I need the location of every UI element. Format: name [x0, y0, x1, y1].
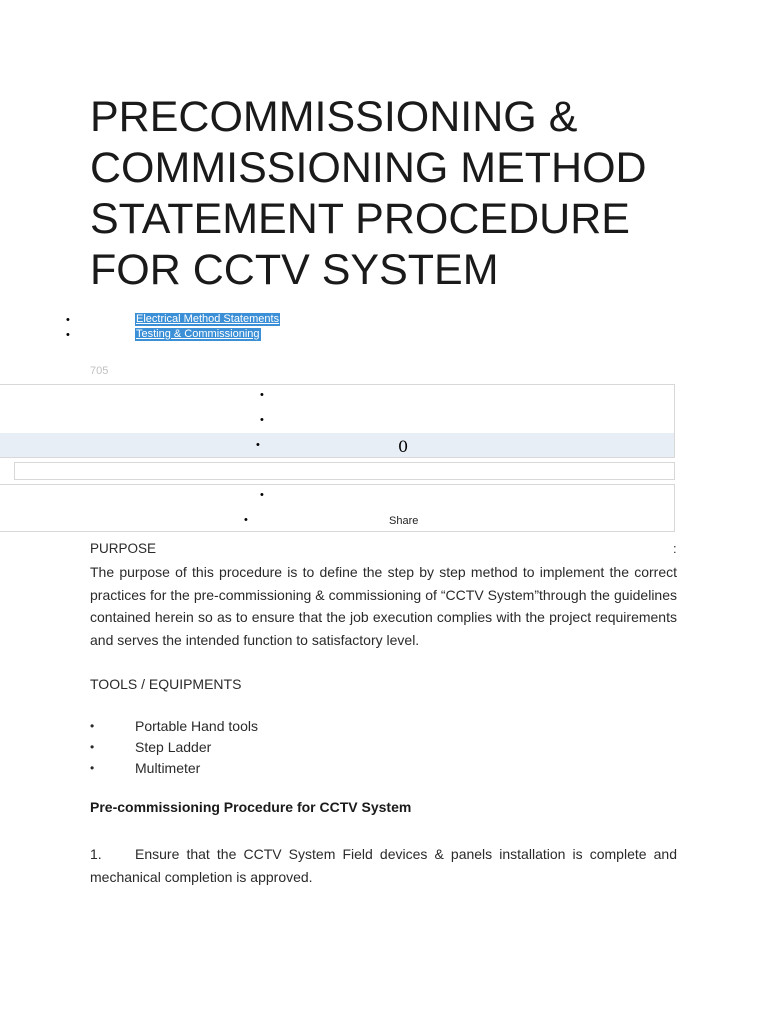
purpose-colon: :: [673, 541, 677, 556]
procedure-step: [90, 843, 677, 888]
category-link-testing-commissioning[interactable]: Testing & Commissioning: [136, 328, 260, 340]
comment-count[interactable]: 0: [398, 437, 409, 456]
step-number: 1.: [90, 846, 102, 862]
category-item: [0, 313, 400, 328]
tool-label: Portable Hand tools: [135, 718, 258, 734]
category-item: [0, 328, 400, 343]
article-title: PRECOMMISSIONING & COMMISSIONING METHOD STATEMENT PROCEDURE FOR CCTV SYSTEM: [90, 93, 647, 294]
tools-heading: TOOLS / EQUIPMENTS: [90, 676, 242, 692]
purpose-heading: PURPOSE: [90, 541, 157, 556]
view-count: 705: [90, 365, 109, 377]
action-toolbar: [0, 384, 675, 458]
category-link-electrical-method-statements[interactable]: Electrical Method Statements: [136, 313, 280, 325]
list-item: [0, 716, 400, 737]
precommissioning-heading: Pre-commissioning Procedure for CCTV System: [90, 799, 412, 815]
tool-label: Step Ladder: [135, 739, 212, 755]
toolbar-bullet-icon: •: [260, 414, 264, 426]
step-text: Ensure that the CCTV System Field devices & panels installation is complete and mechanical completion is approved.: [90, 846, 677, 885]
bullet-icon: •: [90, 761, 95, 775]
bullet-icon: •: [90, 719, 95, 733]
purpose-body: The purpose of this procedure is to define the step by step method to implement the correct practices for the pre-commissioning & commissioning of “CCTV System”through the guidelines contained herein so as to ensure that the job execution complies with the project requirements and serves the intended function to satisfactory level.: [90, 564, 677, 648]
bullet-icon: •: [66, 329, 70, 341]
category-list: [0, 313, 400, 343]
tools-list: [0, 716, 400, 779]
list-item: [0, 737, 400, 758]
toolbar-highlight-row: [0, 433, 674, 457]
toolbar-bullet-icon: •: [244, 514, 248, 526]
bullet-icon: •: [90, 740, 95, 754]
toolbar-bullet-icon: •: [260, 489, 264, 501]
share-toolbar: [0, 484, 675, 532]
bullet-icon: •: [66, 314, 70, 326]
toolbar-bullet-icon: •: [256, 439, 260, 451]
toolbar-bullet-icon: •: [260, 389, 264, 401]
share-button[interactable]: Share: [389, 515, 419, 527]
tool-label: Multimeter: [135, 760, 201, 776]
list-item: [0, 758, 400, 779]
toolbar-spacer-box: [14, 462, 675, 480]
